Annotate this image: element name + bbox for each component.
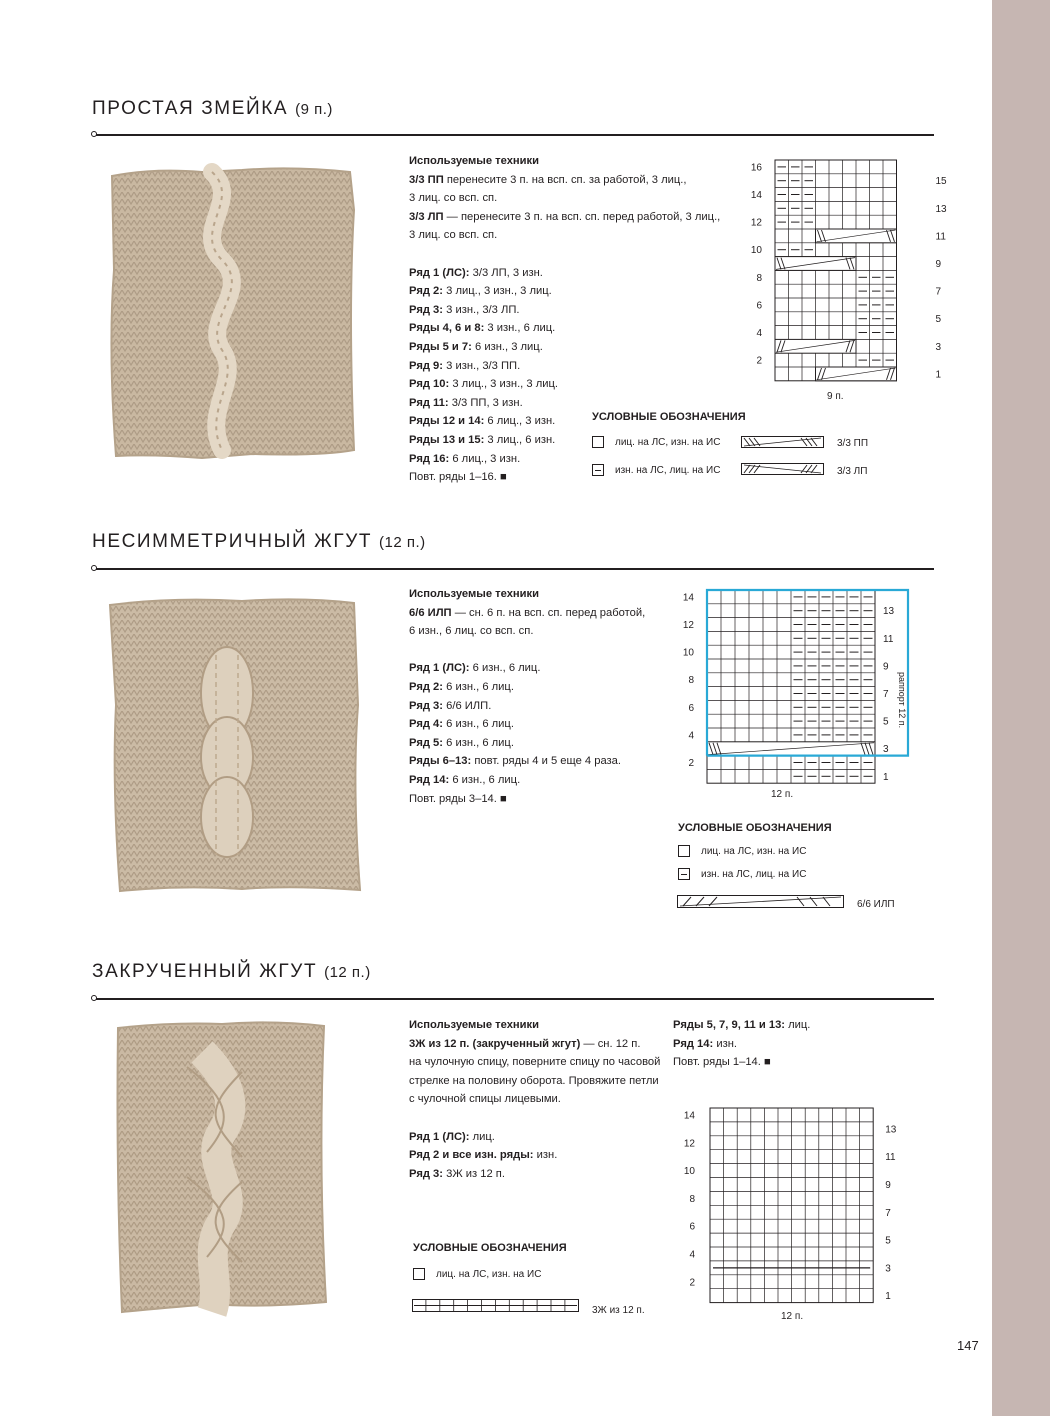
row-line: Ряд 16: 6 лиц., 3 изн. (409, 452, 521, 465)
technique-line: 6/6 ИЛП — сн. 6 п. на всп. сп. перед работой, (409, 606, 646, 619)
row-number-label: 14 (750, 190, 762, 201)
row-number-label: 16 (750, 162, 762, 174)
legend-knit: лиц. на ЛС, изн. на ИС (592, 436, 720, 448)
row-line: Ряды 5 и 7: 6 изн., 3 лиц. (409, 340, 543, 353)
cable-symbol (412, 1298, 580, 1314)
row-line: Ряд 1 (ЛС): 6 изн., 6 лиц. (409, 662, 541, 675)
section-title (92, 961, 371, 983)
chart-width-label: 12 п. (771, 789, 794, 800)
techniques-heading: Используемые техники (409, 155, 540, 167)
technique-line: 3 лиц. со всп. сп. (409, 229, 498, 242)
row-number-label: 13 (883, 606, 895, 618)
row-number-label: 2 (688, 758, 694, 769)
rule-dot (91, 131, 97, 137)
rows-continued (673, 1016, 810, 1072)
title-text: ЗАКРУЧЕННЫЙ ЖГУТ (92, 961, 318, 982)
row-number-label: 11 (883, 633, 894, 645)
row-number-label: 7 (885, 1207, 891, 1219)
row-line: Ряд 14: изн. (673, 1037, 738, 1050)
stitch-count: (12 п.) (324, 964, 371, 981)
row-line: Ряд 14: 6 изн., 6 лиц. (409, 773, 521, 786)
row-number-label: 6 (756, 300, 762, 312)
rule-dot (91, 995, 97, 1001)
row-number-label: 3 (885, 1263, 891, 1275)
chart-twisted-cable (685, 1108, 905, 1308)
row-line: Ряды 5, 7, 9, 11 и 13: лиц. (673, 1019, 811, 1031)
row-line: Ряд 4: 6 изн., 6 лиц. (409, 718, 514, 731)
row-line: Ряд 2: 3 лиц., 3 изн., 3 лиц. (409, 285, 552, 298)
row-number-label: 13 (885, 1124, 897, 1136)
row-line: Ряды 6–13: повт. ряды 4 и 5 еще 4 раза. (409, 755, 622, 768)
legend-knit: лиц. на ЛС, изн. на ИС (678, 845, 806, 857)
technique-line: с чулочной спицы лицевыми. (409, 1093, 561, 1106)
chart-asymmetric-cable (680, 585, 930, 800)
cable-label: 3/3 ПП (837, 438, 869, 449)
technique-line: 3Ж из 12 п. (закрученный жгут) — сн. 12 п. (409, 1037, 641, 1050)
row-line: Повт. ряды 3–14. ■ (409, 792, 507, 805)
swatch-photo (92, 585, 382, 915)
row-line: Ряд 2: 6 изн., 6 лиц. (409, 680, 514, 693)
legend-heading: УСЛОВНЫЕ ОБОЗНАЧЕНИЯ (592, 411, 746, 423)
row-line: Ряд 3: 3Ж из 12 п. (409, 1167, 505, 1180)
section-title (92, 98, 333, 120)
row-line: Ряды 12 и 14: 6 лиц., 3 изн. (409, 415, 556, 428)
row-line: Ряд 9: 3 изн., 3/3 ПП. (409, 359, 521, 372)
legend-purl: изн. на ЛС, лиц. на ИС (592, 464, 720, 476)
row-number-label: 10 (750, 245, 762, 257)
row-number-label: 5 (883, 716, 889, 728)
stitch-count: (9 п.) (295, 101, 333, 118)
purl-symbol (592, 464, 604, 476)
row-line: Ряды 13 и 15: 3 лиц., 6 изн. (409, 433, 556, 446)
row-number-label: 14 (682, 592, 694, 604)
chart-simple-snake (745, 160, 947, 405)
row-number-label: 10 (682, 647, 694, 659)
row-number-label: 13 (935, 203, 947, 215)
row-number-label: 8 (756, 272, 762, 284)
row-number-label: 2 (756, 355, 762, 367)
chart-width-label: 12 п. (781, 1311, 804, 1322)
row-number-label: 11 (885, 1152, 896, 1164)
row-line: Ряды 4, 6 и 8: 3 изн., 6 лиц. (409, 322, 556, 335)
row-number-label: 4 (756, 328, 762, 339)
row-number-label: 12 (682, 620, 694, 631)
section-rule (92, 998, 934, 1000)
row-number-label: 15 (935, 176, 947, 188)
techniques-block (409, 585, 645, 808)
row-number-label: 1 (885, 1291, 891, 1303)
row-number-label: 1 (883, 771, 889, 783)
row-number-label: 4 (689, 1249, 695, 1261)
row-number-label: 3 (935, 341, 942, 353)
title-text: НЕСИММЕТРИЧНЫЙ ЖГУТ (92, 531, 373, 552)
row-number-label: 3 (883, 744, 889, 756)
row-line: Ряд 1 (ЛС): 3/3 ЛП, 3 изн. (409, 266, 543, 279)
row-line: Ряд 3: 3 изн., 3/3 ЛП. (409, 303, 520, 316)
cable-symbol (677, 894, 845, 910)
row-number-label: 6 (688, 702, 694, 714)
row-number-label: 12 (750, 217, 762, 229)
legend-heading: УСЛОВНЫЕ ОБОЗНАЧЕНИЯ (678, 822, 832, 834)
chart-width-label: 9 п. (827, 391, 844, 402)
swatch-photo (92, 1012, 357, 1332)
knit-symbol (413, 1268, 425, 1280)
row-line: Повт. ряды 1–14. ■ (673, 1056, 771, 1069)
row-number-label: 1 (935, 369, 942, 381)
row-line: Ряд 2 и все изн. ряды: изн. (409, 1149, 558, 1162)
legend-knit: лиц. на ЛС, изн. на ИС (413, 1268, 541, 1280)
row-number-label: 4 (688, 730, 694, 742)
techniques-heading: Используемые техники (409, 1019, 540, 1031)
swatch-photo (92, 150, 382, 485)
section-rule (92, 568, 934, 570)
row-line: Ряд 11: 3/3 ПП, 3 изн. (409, 396, 523, 409)
row-number-label: 14 (683, 1110, 695, 1122)
row-number-label: 8 (689, 1193, 695, 1205)
techniques-heading: Используемые техники (409, 588, 540, 600)
cable-label: 3/3 ЛП (837, 466, 868, 477)
row-line: Ряд 5: 6 изн., 6 лиц. (409, 736, 514, 749)
repeat-label: раппорт 12 п. (897, 672, 907, 729)
technique-line: стрелке на половину оборота. Провяжите петли (409, 1074, 659, 1087)
row-line: Ряд 10: 3 лиц., 3 изн., 3 лиц. (409, 378, 559, 391)
page-number: 147 (957, 1338, 979, 1353)
row-number-label: 9 (883, 661, 889, 673)
page-edge-strip (992, 0, 1050, 1416)
row-number-label: 8 (688, 675, 694, 687)
row-number-label: 9 (935, 259, 942, 270)
section-rule (92, 134, 934, 136)
knit-symbol (592, 436, 604, 448)
row-line: Повт. ряды 1–16. ■ (409, 471, 507, 484)
row-number-label: 11 (935, 231, 946, 243)
technique-line: на чулочную спицу, поверните спицу по часовой (409, 1056, 661, 1069)
row-number-label: 7 (883, 689, 889, 700)
section-title (92, 531, 426, 553)
technique-line: 3/3 ПП перенесите 3 п. на всп. сп. за работой, 3 лиц., (409, 173, 687, 186)
title-text: ПРОСТАЯ ЗМЕЙКА (92, 98, 289, 119)
cable-symbols (741, 434, 825, 478)
row-number-label: 7 (935, 286, 942, 298)
cable-label: 3Ж из 12 п. (592, 1305, 645, 1316)
row-line: Ряд 1 (ЛС): лиц. (409, 1130, 495, 1143)
row-line: Ряд 3: 6/6 ИЛП. (409, 699, 492, 712)
row-number-label: 5 (935, 314, 942, 326)
technique-line: 6 изн., 6 лиц. со всп. сп. (409, 625, 534, 638)
row-number-label: 2 (689, 1277, 695, 1289)
technique-line: 3 лиц. со всп. сп. (409, 192, 498, 205)
cable-label: 6/6 ИЛП (857, 899, 895, 910)
row-number-label: 5 (885, 1235, 891, 1247)
knit-symbol (678, 845, 690, 857)
legend-heading: УСЛОВНЫЕ ОБОЗНАЧЕНИЯ (413, 1242, 567, 1254)
techniques-block (409, 1016, 660, 1183)
row-number-label: 9 (885, 1179, 891, 1191)
row-number-label: 6 (689, 1221, 695, 1233)
technique-line: 3/3 ЛП — перенесите 3 п. на всп. сп. перед работой, 3 лиц., (409, 210, 721, 223)
purl-symbol (678, 868, 690, 880)
row-number-label: 10 (683, 1166, 695, 1178)
row-number-label: 12 (683, 1138, 695, 1150)
stitch-count: (12 п.) (378, 534, 426, 551)
rule-dot (91, 565, 97, 571)
legend-purl: изн. на ЛС, лиц. на ИС (678, 868, 806, 880)
